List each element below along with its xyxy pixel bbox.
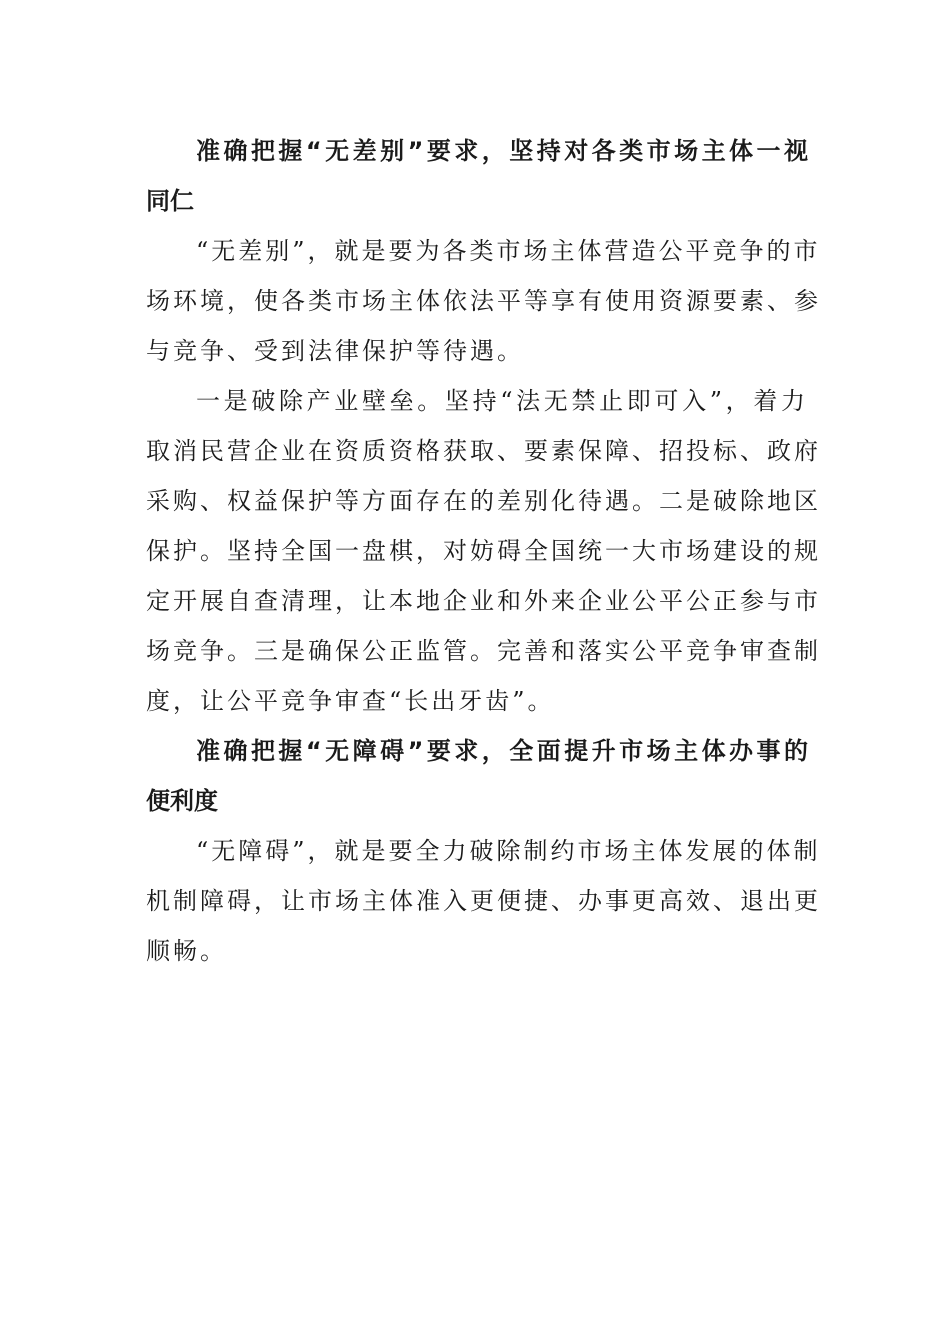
paragraph-line: 机制障碍，让市场主体准入更便捷、办事更高效、退出更 — [146, 887, 821, 915]
paragraph-line: 定开展自查清理，让本地企业和外来企业公平公正参与市 — [146, 587, 821, 615]
heading-line: 便利度 — [146, 787, 218, 815]
paragraph-line: 顺畅。 — [146, 937, 227, 965]
paragraph-no-obstacles-definition — [146, 826, 821, 976]
section-heading-no-obstacles — [146, 726, 808, 826]
paragraph-line: 取消民营企业在资质资格获取、要素保障、招投标、政府 — [146, 437, 821, 465]
document-body — [146, 126, 821, 976]
paragraph-line: 场竞争。三是确保公正监管。完善和落实公平竞争审查制 — [146, 637, 821, 665]
paragraph-line: “无差别”，就是要为各类市场主体营造公平竞争的市 — [196, 237, 821, 265]
paragraph-barrier-removal-measures — [146, 376, 821, 726]
paragraph-line: 与竞争、受到法律保护等待遇。 — [146, 337, 524, 365]
section-heading-no-discrimination — [146, 126, 808, 226]
paragraph-line: 采购、权益保护等方面存在的差别化待遇。二是破除地区 — [146, 487, 821, 515]
paragraph-line: 场环境，使各类市场主体依法平等享有使用资源要素、参 — [146, 287, 821, 315]
paragraph-line: “无障碍”，就是要全力破除制约市场主体发展的体制 — [196, 837, 821, 865]
paragraph-no-discrimination-definition — [146, 226, 821, 376]
paragraph-line: 一是破除产业壁垒。坚持“法无禁止即可入”，着力 — [196, 387, 808, 415]
paragraph-line: 保护。坚持全国一盘棋，对妨碍全国统一大市场建设的规 — [146, 537, 821, 565]
heading-line: 准确把握“无差别”要求，坚持对各类市场主体一视 — [196, 137, 808, 165]
heading-line: 同仁 — [146, 187, 194, 215]
paragraph-line: 度，让公平竞争审查“长出牙齿”。 — [146, 687, 555, 715]
heading-line: 准确把握“无障碍”要求，全面提升市场主体办事的 — [196, 737, 808, 765]
